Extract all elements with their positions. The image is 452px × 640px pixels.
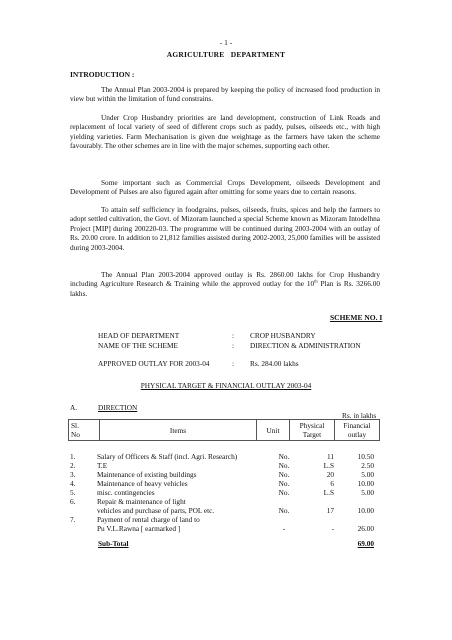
header-unit: Unit [257,420,290,441]
row-target: L.S [323,461,334,470]
row-financial: 5.00 [361,470,374,479]
page-title: AGRICULTURE DEPARTMENT [166,50,286,59]
row-number: 4. [70,479,76,488]
row-financial: 10.00 [357,479,374,488]
row-target: 11 [326,452,334,461]
paragraph-1: The Annual Plan 2003-2004 is prepared by keeping the policy of increased food production in view but within the limitation of fund constrains. [70,85,380,104]
row-unit: No. [278,470,290,479]
row-item: Repair & maintenance of light [97,497,186,506]
row-target: 20 [326,470,334,479]
header-financial-outlay [335,420,380,441]
header-fin-line2: outlay [347,430,367,439]
subtotal-value: 69.00 [357,539,374,548]
section-name: DIRECTION [98,403,138,412]
section-letter: A. [70,403,78,412]
header-target-line1: Physical [299,421,325,430]
row-item: Salary of Officers & Staff (incl. Agri. Research) [97,452,238,461]
header-physical-target [290,420,335,441]
paragraph-5-tail: Plan is Rs. 3266.00 lakhs. [70,279,380,298]
row-item: Payment of rental charge of land to [97,515,200,524]
row-number: 1. [70,452,76,461]
row-target: 6 [330,479,334,488]
row-financial: 10.50 [357,452,374,461]
row-financial: 5.00 [361,488,374,497]
physical-target-title: PHYSICAL TARGET & FINANCIAL OUTLAY 2003-04 [140,381,312,390]
scheme-name-colon: : [232,341,235,350]
row-number: 7. [70,515,76,524]
header-fin-line1: Financial [343,421,371,430]
row-unit: No. [278,506,290,515]
row-unit: No. [278,452,290,461]
row-financial: 2.50 [361,461,374,470]
row-item: misc. contingencies [97,488,155,497]
header-sl-line2: No [71,430,80,439]
paragraph-3: Some important such as Commercial Crops Development, oilseeds Development and Development of Pulses are also figured again after omitting for some years due to certain reasons. [70,178,380,197]
scheme-name-value: DIRECTION & ADMINISTRATION [250,341,361,350]
row-item: Maintenance of existing buildings [97,470,197,479]
row-item: T.E [97,461,108,470]
units-note: Rs. in lakhs [342,411,377,420]
row-financial: 10.00 [357,506,374,515]
row-item: Pu V.L.Rawna [ earmarked ] [97,524,181,533]
row-unit: No. [278,488,290,497]
scheme-number: SCHEME NO. I [330,313,383,322]
row-unit: No. [278,479,290,488]
approved-outlay-label: APPROVED OUTLAY FOR 2003-04 [98,359,210,368]
row-financial: 26.00 [357,524,374,533]
paragraph-5 [70,270,380,298]
header-target-line2: Target [302,430,322,439]
head-of-department-label: HEAD OF DEPARTMENT [98,331,180,340]
approved-outlay-value: Rs. 284.00 lakhs [250,359,299,368]
row-target: L.S [323,488,334,497]
paragraph-2: Under Crop Husbandry priorities are land development, construction of Link Roads and replacement of local variety of seed of different crops such as paddy, pulses, oilseeds etc., with high yielding varieties. Farm Mechanisation is given due weightage as the farmers have taken the scheme favourably. The other schemes are in line with the major schemes, supporting each other. [70,113,380,151]
row-unit: No. [278,461,290,470]
subtotal-label: Sub-Total [98,539,129,548]
outlay-table-header [68,419,380,441]
paragraph-4: To attain self sufficiency in foodgrains, pulses, oilseeds, fruits, spices and help the farmers to adopt settled cultivation, the Govt. of Mizoram launched a special Scheme known as Mizoram Intodelhna Project [MIP] during 200220-03. The programme will be continued during 2003-2004 with an outlay of Rs. 20.00 crore. In addition to 21,812 families assisted during 2002-2003, 25,000 families will be assisted during 2003-2004. [70,205,380,252]
row-item: Maintenance of heavy vehicles [97,479,188,488]
table-header-row [69,420,380,441]
introduction-heading: INTRODUCTION : [70,70,135,79]
paragraph-5-text: The Annual Plan 2003-2004 approved outlay is Rs. 2860.00 lakhs for Crop Husbandry including Agriculture Research & Training while the approved outlay for the 10 [70,270,380,289]
row-number: 2. [70,461,76,470]
approved-outlay-colon: : [232,359,235,368]
scheme-name-label: NAME OF THE SCHEME [98,341,178,350]
header-sl-no [69,420,100,441]
row-target: 17 [326,506,334,515]
ordinal-superscript: th [314,278,318,284]
row-number: 5. [70,488,76,497]
head-of-department-colon: : [232,331,235,340]
header-sl-line1: Sl. [71,421,79,430]
row-unit: - [282,524,286,533]
header-items: Items [100,420,257,441]
row-item: vehicles and purchase of parts, POL etc. [97,506,215,515]
row-number: 3. [70,470,76,479]
row-target: - [331,524,334,533]
page-number: - 1 - [219,38,233,47]
row-number: 6. [70,497,76,506]
head-of-department-value: CROP HUSBANDRY [250,331,316,340]
